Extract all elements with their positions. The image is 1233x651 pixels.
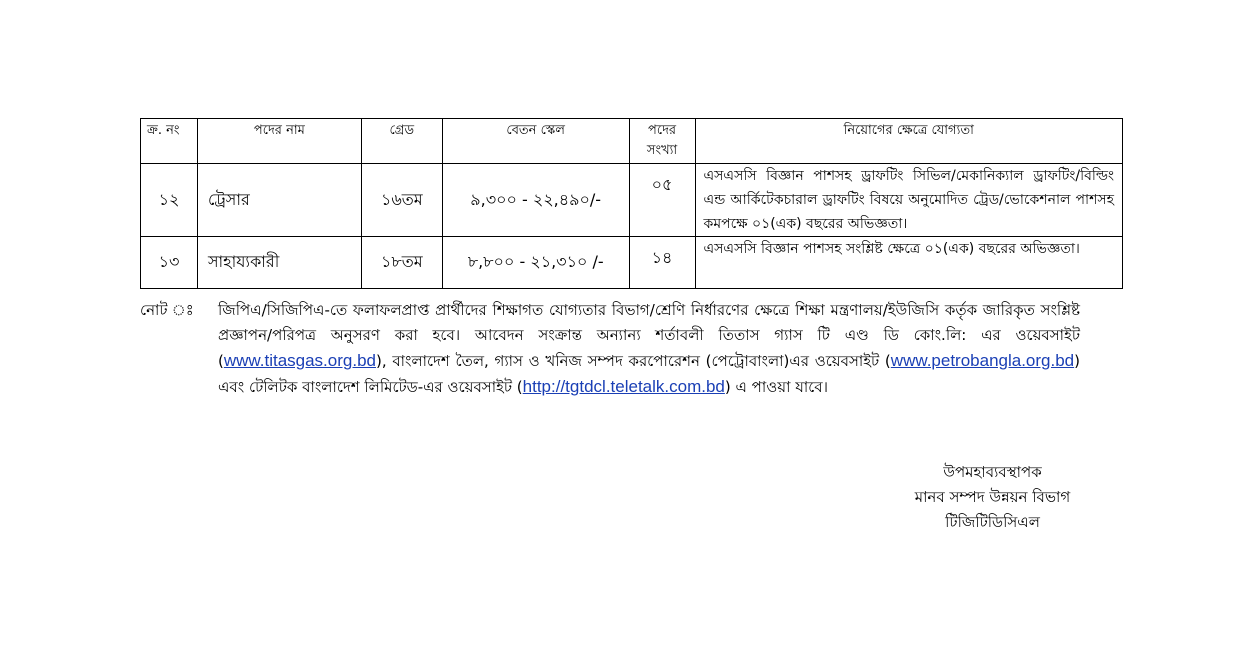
cell-post-count: ০৫ [629,164,695,237]
signature-department: মানব সম্পদ উন্নয়ন বিভাগ [914,488,1071,506]
note-text-2: ), বাংলাদেশ তৈল, গ্যাস ও খনিজ সম্পদ করপোরেশন (পেট্রোবাংলা)এর ওয়েবসাইট ( [376,352,891,370]
header-post-count: পদের সংখ্যা [629,119,695,164]
vacancy-table [140,118,1123,289]
cell-qualification: এসএসসি বিজ্ঞান পাশসহ ড্রাফটিং সিভিল/মেকানিক্যাল ড্রাফটিং/বিল্ডিং এন্ড আর্কিটেকচারাল ড্রাফটিং বিষয়ে অনুমোদিত ট্রেড/ভোকেশনাল পাশসহ কমপক্ষে ০১(এক) বছরের অভিজ্ঞতা। [695,164,1122,237]
titas-website-link[interactable]: www.titasgas.org.bd [223,351,376,370]
header-qualification: নিয়োগের ক্ষেত্রে যোগ্যতা [695,119,1122,164]
note-text-4: ) এ পাওয়া যাবে। [724,378,828,396]
petrobangla-website-link[interactable]: www.petrobangla.org.bd [890,351,1075,370]
table-row [141,237,1123,289]
note-text-1: জিপিএ/সিজিপিএ-তে ফলাফলপ্রাপ্ত প্রার্থীদের শিক্ষাগত যোগ্যতার বিভাগ/শ্রেণি নির্ধারণের ক্ষেত্রে শিক্ষা মন্ত্রণালয়/ইউজিসি কর্তৃক জারিকৃত সংশ্লিষ্ট প্রজ্ঞাপন/পরিপত্র অনুসরণ করা হবে। আবেদন সংক্রান্ত অন্যান্য শর্তাবলী তিতাস গ্যাস টি এণ্ড ডি কোং.লি: এর ওয়েবসাইট ( [218,301,1080,370]
cell-serial: ১২ [141,164,198,237]
note-label: নোট ঃ [140,301,194,319]
header-grade: গ্রেড [361,119,442,164]
teletalk-website-link[interactable]: http://tgtdcl.teletalk.com.bd [522,377,725,396]
note-body [218,298,1080,400]
header-post-name: পদের নাম [197,119,361,164]
cell-post-name: সাহায্যকারী [197,237,361,289]
header-serial: ক্র. নং [141,119,198,164]
cell-serial: ১৩ [141,237,198,289]
signature-organization: টিজিটিডিসিএল [945,513,1040,531]
cell-post-name: ট্রেসার [197,164,361,237]
table-row [141,164,1123,237]
cell-grade: ১৮তম [361,237,442,289]
table-header-row [141,119,1123,164]
signature-designation: উপমহাব্যবস্থাপক [943,463,1042,481]
header-pay-scale: বেতন স্কেল [442,119,629,164]
cell-qualification: এসএসসি বিজ্ঞান পাশসহ সংশ্লিষ্ট ক্ষেত্রে ০১(এক) বছরের অভিজ্ঞতা। [695,237,1122,289]
signature-block [880,460,1105,535]
cell-pay-scale: ৯,৩০০ - ২২,৪৯০/- [442,164,629,237]
cell-pay-scale: ৮,৮০০ - ২১,৩১০ /- [442,237,629,289]
cell-grade: ১৬তম [361,164,442,237]
note-text-3: ) এবং টেলিটক বাংলাদেশ লিমিটেড-এর ওয়েবসাইট ( [218,352,1080,396]
cell-post-count: ১৪ [629,237,695,289]
